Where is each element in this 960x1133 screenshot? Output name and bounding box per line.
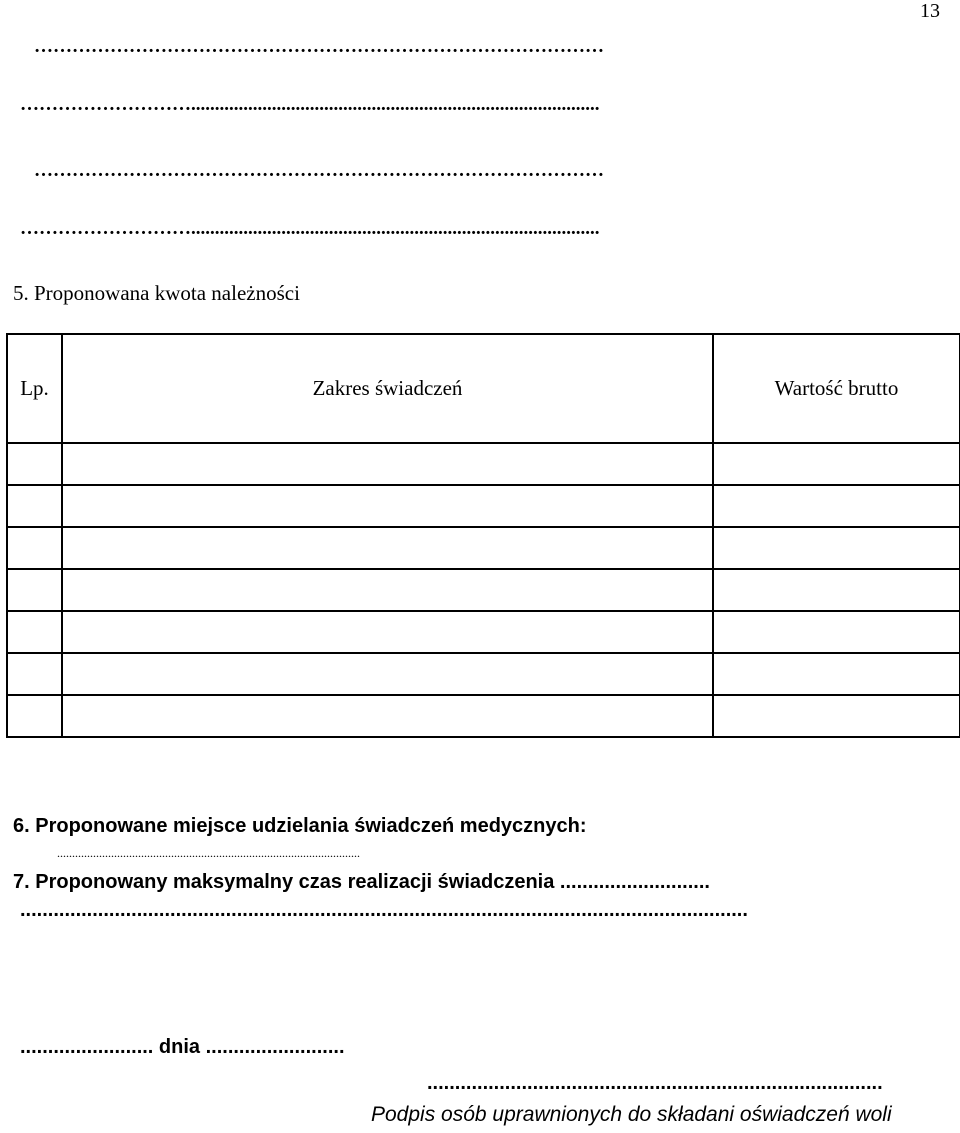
- table-row: [7, 485, 960, 527]
- cell-zakres[interactable]: [62, 485, 713, 527]
- cell-wartosc[interactable]: [713, 443, 960, 485]
- header-zakres: Zakres świadczeń: [62, 334, 713, 443]
- table-row: [7, 695, 960, 737]
- cell-lp[interactable]: [7, 695, 62, 737]
- table-row: [7, 611, 960, 653]
- table-row: [7, 653, 960, 695]
- date-line: ........................ dnia .........................: [20, 1036, 345, 1058]
- cell-lp[interactable]: [7, 611, 62, 653]
- table-row: [7, 569, 960, 611]
- table-header-row: [7, 334, 960, 443]
- cell-wartosc[interactable]: [713, 611, 960, 653]
- cell-wartosc[interactable]: [713, 527, 960, 569]
- section-6-heading: 6. Proponowane miejsce udzielania świadczeń medycznych:: [13, 815, 587, 837]
- section-5-heading: 5. Proponowana kwota należności: [13, 281, 300, 305]
- cell-zakres[interactable]: [62, 569, 713, 611]
- page-number: 13: [920, 0, 940, 22]
- section-7-fill-line: ...................................................................................................................................: [20, 899, 748, 921]
- amount-table: [6, 333, 960, 738]
- cell-lp[interactable]: [7, 485, 62, 527]
- signature-caption: Podpis osób uprawnionych do składani oświadczeń woli: [371, 1103, 892, 1126]
- dotted-line-3: ………………………………………………………………………………: [34, 160, 604, 181]
- cell-zakres[interactable]: [62, 527, 713, 569]
- cell-zakres[interactable]: [62, 443, 713, 485]
- table-row: [7, 443, 960, 485]
- section-7-heading: 7. Proponowany maksymalny czas realizacji świadczenia ...........................: [13, 871, 710, 893]
- dotted-line-1: ………………………………………………………………………………: [34, 36, 604, 57]
- table-row: [7, 527, 960, 569]
- dotted-line-2: ………………………......................................................................................: [20, 94, 600, 115]
- cell-wartosc[interactable]: [713, 569, 960, 611]
- cell-zakres[interactable]: [62, 695, 713, 737]
- cell-lp[interactable]: [7, 653, 62, 695]
- header-lp: Lp.: [7, 334, 62, 443]
- dotted-line-4: ………………………......................................................................................: [20, 218, 600, 239]
- cell-wartosc[interactable]: [713, 653, 960, 695]
- cell-wartosc[interactable]: [713, 695, 960, 737]
- section-6-fill-line: .....................................................................................................: [57, 846, 360, 860]
- header-wartosc: Wartość brutto: [713, 334, 960, 443]
- cell-lp[interactable]: [7, 443, 62, 485]
- signature-line: ..................................................................................: [427, 1072, 883, 1094]
- cell-lp[interactable]: [7, 569, 62, 611]
- cell-zakres[interactable]: [62, 611, 713, 653]
- cell-lp[interactable]: [7, 527, 62, 569]
- cell-wartosc[interactable]: [713, 485, 960, 527]
- cell-zakres[interactable]: [62, 653, 713, 695]
